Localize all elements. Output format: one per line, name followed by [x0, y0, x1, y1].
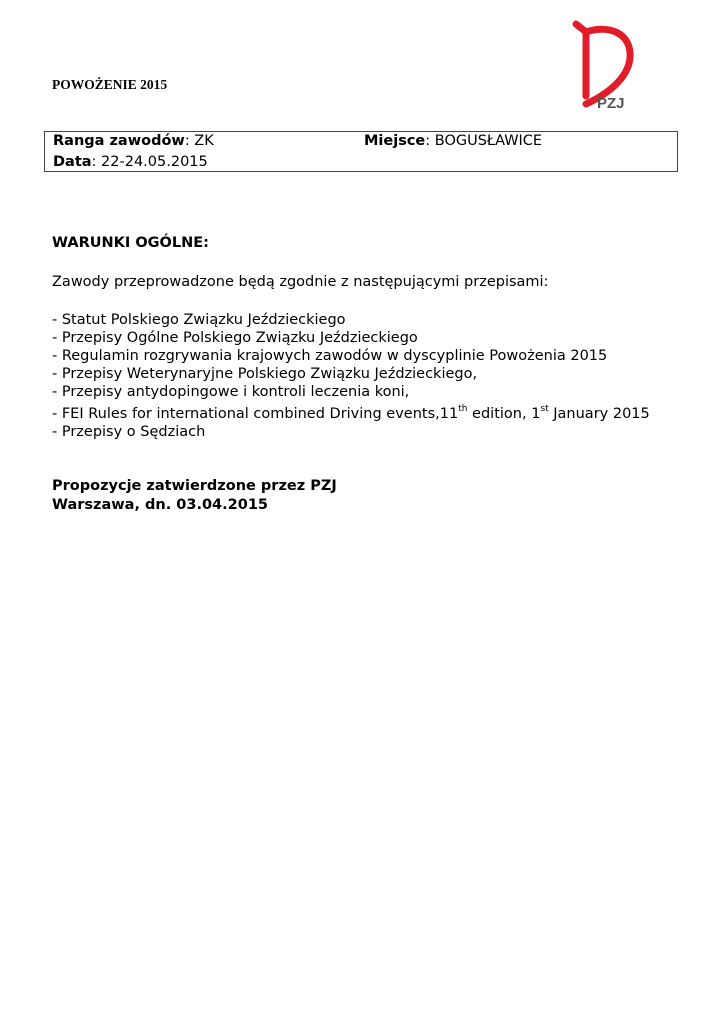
- date-line: [53, 154, 208, 170]
- rules-list: [52, 311, 650, 441]
- approval-footer: [52, 477, 337, 515]
- place-label: Miejsce: [364, 133, 426, 149]
- logo-text: PZJ: [597, 95, 625, 112]
- competition-info-box: [44, 131, 678, 172]
- fei-sup-2: st: [540, 404, 549, 414]
- fei-sup-1: th: [458, 404, 468, 414]
- place-value: : BOGUSŁAWICE: [425, 133, 543, 149]
- section-heading: WARUNKI OGÓLNE:: [52, 235, 209, 251]
- list-item: - Przepisy o Sędziach: [52, 423, 206, 440]
- fei-text-2: edition, 1: [467, 405, 541, 422]
- list-item-fei: [52, 401, 650, 423]
- approval-line: Propozycje zatwierdzone przez PZJ: [52, 478, 337, 494]
- rank-label: Ranga zawodów: [53, 133, 185, 149]
- rank-value: : ZK: [184, 133, 214, 149]
- fei-text-3: January 2015: [548, 405, 650, 422]
- pzj-logo-mark: [566, 18, 640, 114]
- document-title: POWOŻENIE 2015: [52, 77, 168, 92]
- date-label: Data: [53, 154, 92, 170]
- pzj-logo: [566, 18, 640, 114]
- fei-text-1: - FEI Rules for international combined Driving events,11: [52, 405, 459, 422]
- date-value: : 22-24.05.2015: [91, 154, 208, 170]
- place-line: [364, 133, 542, 149]
- list-item: - Statut Polskiego Związku Jeździeckiego: [52, 312, 346, 328]
- approval-date: Warszawa, dn. 03.04.2015: [52, 497, 268, 513]
- list-item: - Przepisy Weterynaryjne Polskiego Związku Jeździeckiego,: [52, 366, 478, 382]
- rank-line: [53, 133, 214, 149]
- list-item: - Przepisy Ogólne Polskiego Związku Jeździeckiego: [52, 330, 418, 346]
- list-item: - Regulamin rozgrywania krajowych zawodów w dyscyplinie Powożenia 2015: [52, 348, 608, 364]
- section-intro: Zawody przeprowadzone będą zgodnie z następującymi przepisami:: [52, 274, 549, 290]
- list-item: - Przepisy antydopingowe i kontroli leczenia koni,: [52, 384, 410, 400]
